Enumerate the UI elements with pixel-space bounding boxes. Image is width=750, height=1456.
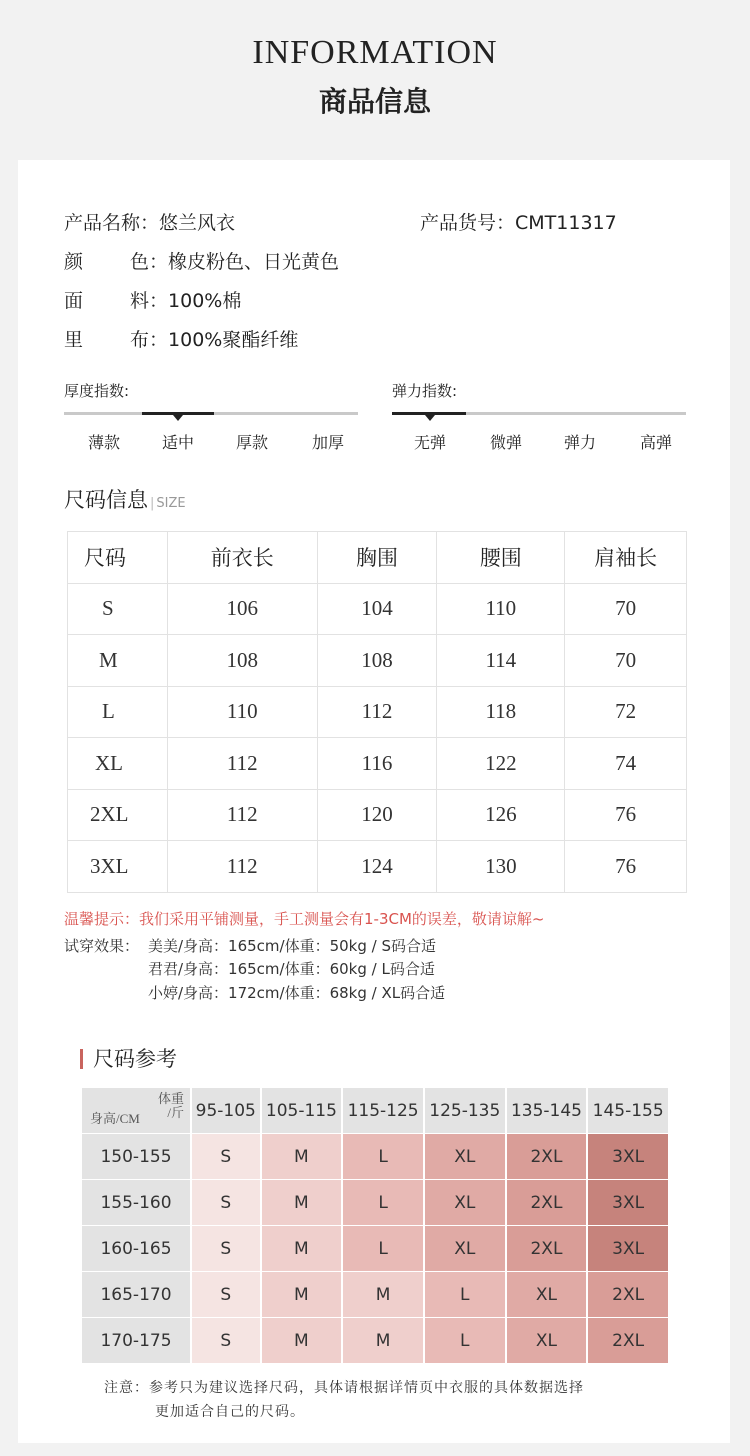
- size-ref-cell: L: [425, 1318, 505, 1364]
- thickness-track: [64, 412, 358, 415]
- thickness-pointer-icon: [173, 415, 183, 421]
- size-info-subtitle: | SIZE: [150, 496, 186, 511]
- size-ref-title-text: 尺码参考: [93, 1047, 177, 1071]
- length-cell: 112: [167, 841, 317, 893]
- waist-cell: 114: [437, 635, 565, 687]
- elasticity-label-3: 弹力: [563, 433, 596, 452]
- size-cell: S: [68, 583, 168, 635]
- size-ref-cell: 3XL: [588, 1134, 668, 1180]
- weight-header: 95-105: [192, 1088, 260, 1134]
- lining-row: [64, 325, 298, 352]
- corner-weight-label: [158, 1092, 184, 1120]
- color-label-b: 色：: [130, 251, 169, 273]
- thickness-title: 厚度指数:: [64, 382, 130, 400]
- product-name-row: [64, 208, 235, 235]
- header-title-en: INFORMATION: [252, 34, 498, 71]
- waist-cell: 122: [437, 738, 565, 790]
- size-ref-corner: [82, 1088, 190, 1134]
- size-ref-cell: 3XL: [588, 1226, 668, 1272]
- size-ref-cell: 2XL: [507, 1226, 587, 1272]
- weight-header: 105-115: [262, 1088, 342, 1134]
- elasticity-track: [392, 412, 686, 415]
- size-table-header: [68, 532, 687, 584]
- size-ref-cell: XL: [507, 1318, 587, 1364]
- table-row: [68, 738, 687, 790]
- table-row: [68, 583, 687, 635]
- height-header: 165-170: [82, 1272, 190, 1318]
- size-header-size: 尺码: [68, 532, 168, 584]
- product-name-label: 产品名称：: [64, 212, 160, 234]
- height-header: 160-165: [82, 1226, 190, 1272]
- size-ref-cell: S: [192, 1318, 260, 1364]
- size-table: [67, 531, 687, 893]
- sleeve-cell: 72: [565, 686, 687, 738]
- fabric-value: 100%棉: [168, 290, 242, 312]
- size-cell: 2XL: [68, 789, 168, 841]
- lining-label-a: 里: [64, 329, 84, 351]
- size-ref-cell: M: [262, 1226, 342, 1272]
- size-cell: XL: [68, 738, 168, 790]
- size-ref-cell: 2XL: [588, 1272, 668, 1318]
- table-row: [82, 1318, 668, 1364]
- measurement-warning: 温馨提示：我们采用平铺测量，手工测量会有1-3CM的误差，敬请谅解~: [64, 910, 545, 928]
- size-ref-cell: 2XL: [507, 1180, 587, 1226]
- weight-header: 135-145: [507, 1088, 587, 1134]
- header-title-cn: 商品信息: [318, 85, 431, 118]
- size-ref-cell: L: [425, 1272, 505, 1318]
- size-ref-cell: M: [262, 1134, 342, 1180]
- length-cell: 110: [167, 686, 317, 738]
- product-code-value: CMT11317: [515, 212, 617, 234]
- title-accent-bar: [80, 1049, 83, 1069]
- elasticity-label-2: 微弹: [489, 433, 522, 452]
- weight-header: 115-125: [343, 1088, 423, 1134]
- size-info-title-text: 尺码信息: [64, 488, 148, 512]
- size-cell: L: [68, 686, 168, 738]
- height-header: 150-155: [82, 1134, 190, 1180]
- table-row: [82, 1272, 668, 1318]
- chest-cell: 124: [317, 841, 437, 893]
- thickness-label-2: 适中: [161, 433, 194, 452]
- length-cell: 112: [167, 738, 317, 790]
- corner-weight-b: /斤: [167, 1105, 184, 1120]
- size-ref-cell: XL: [425, 1180, 505, 1226]
- table-row: [82, 1226, 668, 1272]
- product-code-row: [420, 208, 617, 235]
- length-cell: 108: [167, 635, 317, 687]
- thickness-label-1: 薄款: [87, 433, 120, 452]
- weight-header: 145-155: [588, 1088, 668, 1134]
- size-ref-header-row: [82, 1088, 668, 1134]
- sleeve-cell: 70: [565, 635, 687, 687]
- size-ref-cell: XL: [425, 1134, 505, 1180]
- size-ref-cell: L: [343, 1226, 423, 1272]
- size-header-length: 前衣长: [167, 532, 317, 584]
- length-cell: 112: [167, 789, 317, 841]
- size-ref-cell: S: [192, 1272, 260, 1318]
- waist-cell: 118: [437, 686, 565, 738]
- height-header: 170-175: [82, 1318, 190, 1364]
- footer-note: [104, 1376, 664, 1424]
- size-ref-cell: XL: [425, 1226, 505, 1272]
- size-ref-cell: M: [343, 1272, 423, 1318]
- size-cell: M: [68, 635, 168, 687]
- table-row: [82, 1180, 668, 1226]
- table-row: [68, 789, 687, 841]
- tryon-line-1: 美美/身高：165cm/体重：50kg / S码合适: [148, 937, 437, 955]
- fabric-label-b: 料：: [130, 290, 169, 312]
- size-ref-cell: S: [192, 1180, 260, 1226]
- size-ref-cell: M: [262, 1318, 342, 1364]
- size-ref-cell: M: [343, 1318, 423, 1364]
- size-ref-cell: S: [192, 1226, 260, 1272]
- size-header-sleeve: 肩袖长: [565, 532, 687, 584]
- size-header-chest: 胸围: [317, 532, 437, 584]
- sleeve-cell: 70: [565, 583, 687, 635]
- size-ref-cell: 3XL: [588, 1180, 668, 1226]
- corner-weight-a: 体重: [157, 1091, 184, 1106]
- elasticity-pointer-icon: [425, 415, 435, 421]
- waist-cell: 126: [437, 789, 565, 841]
- size-ref-cell: 2XL: [588, 1318, 668, 1364]
- thickness-label-4: 加厚: [311, 433, 344, 452]
- footer-note-line-1: 注意：参考只为建议选择尺码，具体请根据详情页中衣服的具体数据选择: [104, 1380, 584, 1396]
- product-name-value: 悠兰风衣: [159, 212, 236, 234]
- color-label-a: 颜: [64, 251, 84, 273]
- corner-height-label: 身高/CM: [90, 1111, 140, 1126]
- chest-cell: 104: [317, 583, 437, 635]
- chest-cell: 112: [317, 686, 437, 738]
- height-header: 155-160: [82, 1180, 190, 1226]
- size-ref-cell: 2XL: [507, 1134, 587, 1180]
- lining-label-b: 布：: [130, 329, 169, 351]
- table-row: [68, 841, 687, 893]
- weight-header: 125-135: [425, 1088, 505, 1134]
- chest-cell: 116: [317, 738, 437, 790]
- elasticity-label-1: 无弹: [413, 433, 446, 452]
- size-cell: 3XL: [68, 841, 168, 893]
- color-value: 橡皮粉色、日光黄色: [168, 251, 340, 273]
- color-row: [64, 247, 339, 274]
- fabric-row: [64, 286, 241, 313]
- size-ref-cell: L: [343, 1180, 423, 1226]
- tryon-label: 试穿效果：: [64, 937, 140, 955]
- sleeve-cell: 76: [565, 841, 687, 893]
- sleeve-cell: 74: [565, 738, 687, 790]
- footer-note-line-2: 更加适合自己的尺码。: [155, 1404, 305, 1420]
- fabric-label-a: 面: [64, 290, 84, 312]
- size-ref-table: [80, 1088, 670, 1364]
- length-cell: 106: [167, 583, 317, 635]
- waist-cell: 130: [437, 841, 565, 893]
- chest-cell: 120: [317, 789, 437, 841]
- size-ref-cell: S: [192, 1134, 260, 1180]
- thickness-label-3: 厚款: [235, 433, 268, 452]
- tryon-line-2: 君君/身高：165cm/体重：60kg / L码合适: [148, 960, 435, 978]
- size-ref-cell: XL: [507, 1272, 587, 1318]
- lining-value: 100%聚酯纤维: [168, 329, 299, 351]
- tryon-line-3: 小婷/身高：172cm/体重：68kg / XL码合适: [148, 984, 446, 1002]
- elasticity-label-4: 高弹: [639, 433, 672, 452]
- size-ref-cell: L: [343, 1134, 423, 1180]
- size-ref-cell: M: [262, 1272, 342, 1318]
- sleeve-cell: 76: [565, 789, 687, 841]
- waist-cell: 110: [437, 583, 565, 635]
- size-header-waist: 腰围: [437, 532, 565, 584]
- product-code-label: 产品货号：: [420, 212, 516, 234]
- size-info-title: [64, 484, 186, 514]
- chest-cell: 108: [317, 635, 437, 687]
- table-row: [68, 686, 687, 738]
- elasticity-title: 弹力指数:: [392, 382, 458, 400]
- table-row: [82, 1134, 668, 1180]
- size-ref-cell: M: [262, 1180, 342, 1226]
- size-ref-title: [80, 1043, 177, 1073]
- table-row: [68, 635, 687, 687]
